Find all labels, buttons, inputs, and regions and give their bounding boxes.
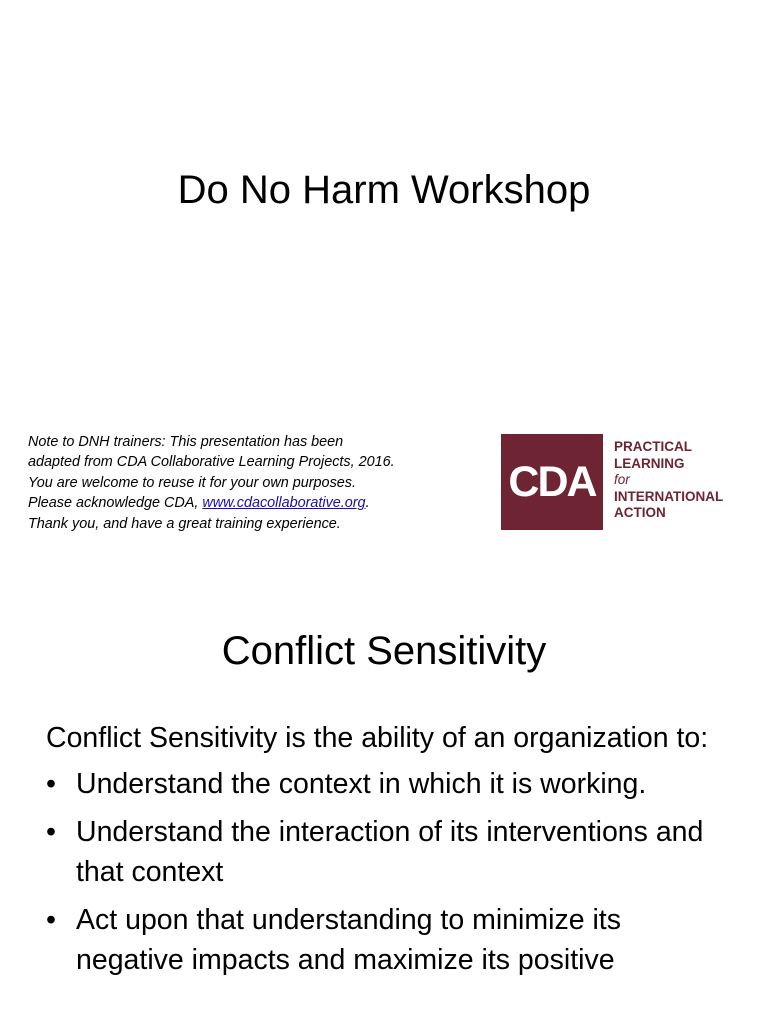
- logo-line: PRACTICAL: [614, 439, 692, 454]
- note-line: adapted from CDA Collaborative Learning Projects, 2016.: [28, 454, 395, 471]
- slide-title: Do No Harm Workshop: [177, 168, 591, 212]
- list-item: [46, 764, 736, 804]
- cda-logo: [501, 434, 724, 530]
- note-line: Thank you, and have a great training experience.: [28, 515, 341, 532]
- cda-website-link[interactable]: www.cdacollaborative.org: [202, 495, 366, 512]
- logo-line: ACTION: [614, 505, 666, 521]
- bullet-icon: •: [46, 904, 56, 936]
- slide-conflict-sensitivity: [0, 600, 768, 1024]
- logo-line: LEARNING: [614, 455, 685, 471]
- note-line-with-link: [28, 493, 478, 513]
- note-line-suffix: .: [365, 495, 370, 512]
- bullet-list: [46, 764, 736, 980]
- logo-line: for: [614, 472, 630, 488]
- cda-logo-mark: [501, 434, 603, 530]
- list-item-text: Understand the interaction of its interventions and that context: [76, 816, 704, 888]
- list-item-text: Understand the context in which it is working.: [76, 768, 647, 800]
- cda-logo-tagline: [614, 439, 723, 522]
- list-item-text: Act upon that understanding to minimize its negative impacts and maximize its positive: [76, 904, 621, 976]
- bullet-icon: •: [46, 816, 56, 848]
- slide-title: Conflict Sensitivity: [221, 629, 547, 673]
- trainer-note: [28, 432, 478, 534]
- list-item: [46, 900, 736, 980]
- note-line-prefix: Please acknowledge CDA,: [28, 495, 203, 512]
- cda-logo-mark-text: CDA: [508, 457, 596, 506]
- slide-body: [46, 718, 736, 988]
- note-line: Note to DNH trainers: This presentation has been: [28, 434, 344, 450]
- list-item: [46, 812, 736, 892]
- lead-paragraph: Conflict Sensitivity is the ability of an organization to:: [46, 722, 709, 754]
- note-line: You are welcome to reuse it for your own purposes.: [28, 474, 356, 491]
- bullet-icon: •: [46, 768, 56, 800]
- logo-line: INTERNATIONAL: [614, 488, 724, 504]
